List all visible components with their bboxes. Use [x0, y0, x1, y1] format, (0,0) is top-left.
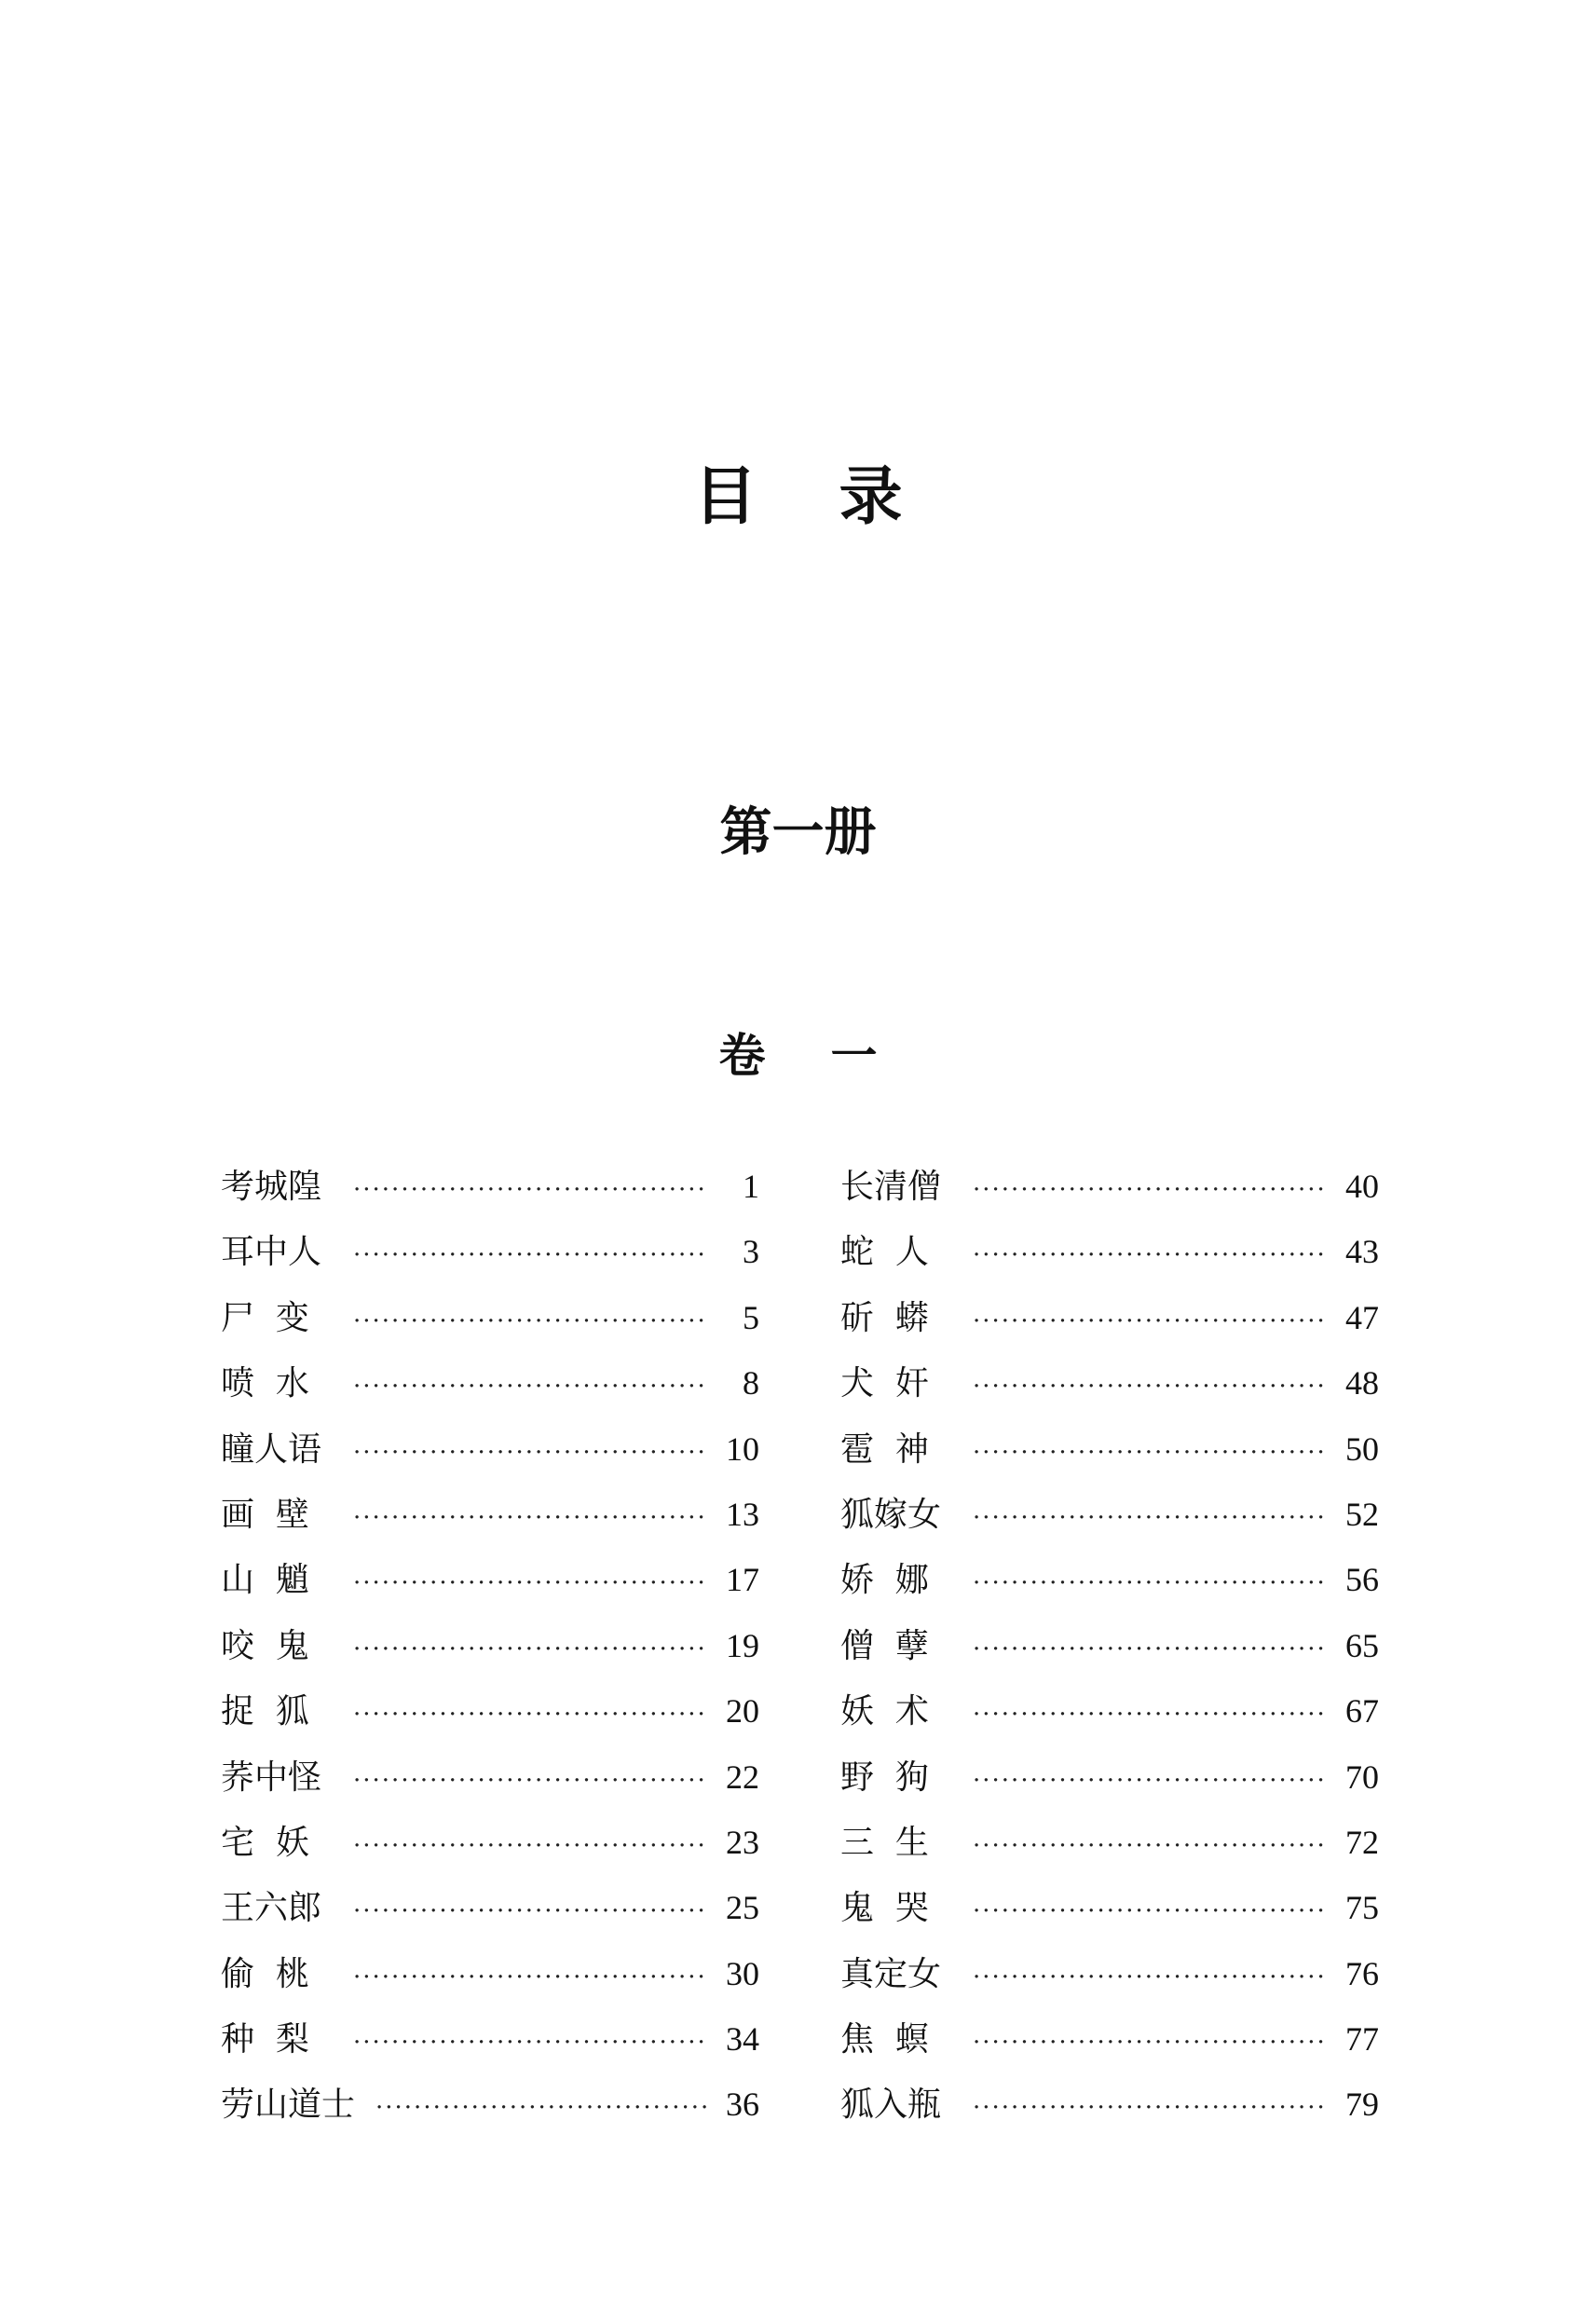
leader-dots [353, 1748, 707, 1813]
leader-dots [353, 1157, 707, 1223]
leader-dots [353, 1551, 707, 1616]
leader-dots [353, 1485, 707, 1551]
toc-entry-page: 1 [743, 1168, 759, 1205]
leader-dots [353, 1813, 707, 1879]
toc-entry[interactable] [221, 1613, 759, 1678]
toc-entry[interactable] [221, 1941, 759, 2006]
leader-dots [973, 2010, 1327, 2075]
toc-entry-title: 偷 桃 [221, 1954, 309, 1993]
toc-entry[interactable] [221, 1285, 759, 1350]
toc-entry-page: 72 [1345, 1823, 1379, 1861]
leader-dots [973, 1354, 1327, 1419]
toc-entry-title: 劳山道士 [221, 2086, 356, 2125]
leader-dots [973, 1420, 1327, 1485]
toc-entry-title: 蛇 人 [840, 1233, 929, 1272]
toc-entry-page: 20 [726, 1692, 759, 1731]
leader-dots [973, 1617, 1327, 1682]
toc-entry-title: 野 狗 [840, 1758, 929, 1797]
leader-dots [973, 1485, 1327, 1551]
leader-dots [353, 1945, 707, 2010]
leader-dots [353, 1682, 707, 1747]
toc-entry[interactable] [221, 1678, 759, 1744]
toc-entry-page: 25 [726, 1889, 759, 1927]
leader-dots [973, 1682, 1327, 1747]
toc-entry-title: 喷 水 [221, 1364, 309, 1403]
leader-dots [353, 2010, 707, 2075]
toc-entry[interactable] [840, 1547, 1379, 1612]
toc-entry-page: 3 [743, 1233, 759, 1271]
toc-entry-page: 65 [1345, 1626, 1379, 1664]
leader-dots [353, 1289, 707, 1354]
toc-entry-page: 13 [726, 1495, 759, 1533]
toc-entry[interactable] [221, 1154, 759, 1219]
toc-entry-title: 王六郎 [221, 1889, 322, 1928]
toc-entry-title: 三 生 [840, 1823, 929, 1862]
leader-dots [973, 1748, 1327, 1813]
toc-entry[interactable] [840, 1350, 1379, 1416]
toc-entry[interactable] [840, 1285, 1379, 1350]
toc-entry[interactable] [221, 1350, 759, 1416]
toc-entry[interactable] [840, 2006, 1379, 2072]
toc-entry-page: 40 [1345, 1168, 1379, 1205]
toc-entry-title: 真定女 [840, 1954, 942, 1993]
toc-entry-title: 瞳人语 [221, 1430, 322, 1469]
toc-entry[interactable] [221, 1744, 759, 1810]
leader-dots [973, 2075, 1327, 2141]
leader-dots [973, 1879, 1327, 1944]
toc-entry-title: 长清僧 [840, 1168, 942, 1206]
toc-entry-page: 43 [1345, 1233, 1379, 1271]
toc-entry[interactable] [840, 1810, 1379, 1875]
toc-entry-page: 76 [1345, 1954, 1379, 1992]
toc-entry-page: 5 [743, 1298, 759, 1336]
toc-entry-page: 19 [726, 1626, 759, 1664]
toc-entry[interactable] [221, 1875, 759, 1940]
toc-entry[interactable] [840, 1154, 1379, 1219]
toc-entry-title: 鬼 哭 [840, 1889, 929, 1928]
toc-entry[interactable] [221, 1810, 759, 1875]
toc-entry-title: 斫 蟒 [840, 1298, 929, 1337]
toc-entry-page: 8 [743, 1364, 759, 1402]
toc-entry-title: 考城隍 [221, 1168, 322, 1206]
volume-heading: 第一册 [719, 801, 877, 863]
toc-entry-page: 10 [726, 1430, 759, 1468]
toc-entry-title: 画 壁 [221, 1495, 309, 1534]
toc-entry-title: 狐嫁女 [840, 1495, 942, 1534]
leader-dots [973, 1289, 1327, 1354]
toc-entry-page: 77 [1345, 2020, 1379, 2059]
toc-entry-page: 50 [1345, 1430, 1379, 1468]
toc-entry-title: 种 梨 [221, 2020, 309, 2059]
toc-entry-page: 30 [726, 1954, 759, 1992]
leader-dots [353, 1617, 707, 1682]
toc-entry-title: 焦 螟 [840, 2020, 929, 2059]
leader-dots [353, 1420, 707, 1485]
toc-entry[interactable] [221, 2006, 759, 2072]
toc-entry[interactable] [840, 1875, 1379, 1940]
toc-entry-title: 山 魈 [221, 1561, 309, 1600]
toc-entry-title: 雹 神 [840, 1430, 929, 1469]
page-title: 目录 [693, 459, 985, 534]
toc-entry[interactable] [221, 1482, 759, 1547]
toc-entry-title: 宅 妖 [221, 1823, 309, 1862]
toc-entry-title: 耳中人 [221, 1233, 322, 1272]
toc-entry-page: 67 [1345, 1692, 1379, 1731]
toc-entry-title: 僧 孽 [840, 1626, 929, 1665]
toc-entry-page: 47 [1345, 1298, 1379, 1336]
toc-entry[interactable] [840, 1219, 1379, 1284]
toc-entry-page: 52 [1345, 1495, 1379, 1533]
toc-entry-page: 34 [726, 2020, 759, 2059]
toc-entry-page: 56 [1345, 1561, 1379, 1599]
toc-entry[interactable] [221, 1416, 759, 1482]
toc-entry-page: 17 [726, 1561, 759, 1599]
toc-column-right [840, 1154, 1379, 2138]
toc-column-left [221, 1154, 759, 2138]
leader-dots [353, 1354, 707, 1419]
toc-entry-page: 79 [1345, 2086, 1379, 2124]
leader-dots [375, 2075, 707, 2141]
toc-entry-title: 娇 娜 [840, 1561, 929, 1600]
juan-heading: 卷一 [718, 1028, 943, 1083]
toc-entry-page: 23 [726, 1823, 759, 1861]
toc-entry-title: 咬 鬼 [221, 1626, 309, 1665]
leader-dots [973, 1813, 1327, 1879]
toc-entry-page: 48 [1345, 1364, 1379, 1402]
toc-entry[interactable] [840, 1482, 1379, 1547]
toc-entry[interactable] [221, 2072, 759, 2137]
toc-entry-title: 妖 术 [840, 1692, 929, 1731]
toc-entry-page: 70 [1345, 1758, 1379, 1796]
toc-entry[interactable] [221, 1547, 759, 1612]
toc-entry-title: 尸 变 [221, 1298, 309, 1337]
toc-entry[interactable] [840, 1613, 1379, 1678]
toc-entry-page: 22 [726, 1758, 759, 1796]
toc-entry-title: 捉 狐 [221, 1692, 309, 1731]
toc-entry-title: 狐入瓶 [840, 2086, 942, 2125]
toc-entry-page: 75 [1345, 1889, 1379, 1927]
leader-dots [973, 1157, 1327, 1223]
toc-entry[interactable] [221, 1219, 759, 1284]
leader-dots [973, 1223, 1327, 1288]
toc-entry[interactable] [840, 1941, 1379, 2006]
toc-entry-page: 36 [726, 2086, 759, 2124]
toc-entry-title: 犬 奸 [840, 1364, 929, 1403]
leader-dots [973, 1945, 1327, 2010]
toc-entry[interactable] [840, 1744, 1379, 1810]
toc-entry-title: 荞中怪 [221, 1758, 322, 1797]
toc-entry[interactable] [840, 1678, 1379, 1744]
leader-dots [353, 1223, 707, 1288]
toc-entry[interactable] [840, 2072, 1379, 2137]
leader-dots [353, 1879, 707, 1944]
leader-dots [973, 1551, 1327, 1616]
toc-entry[interactable] [840, 1416, 1379, 1482]
